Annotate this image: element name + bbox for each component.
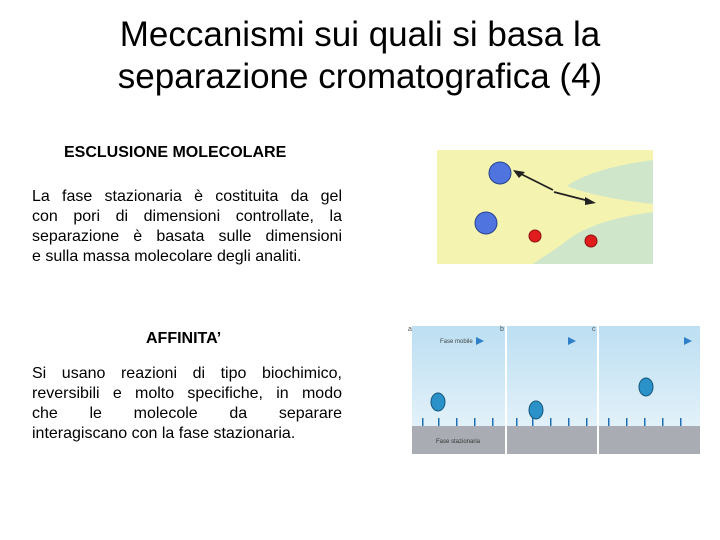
panel-label-c: c <box>592 326 596 333</box>
size-exclusion-diagram <box>437 150 653 264</box>
panel-label-b: b <box>500 326 504 333</box>
affinity-paragraph <box>32 364 342 444</box>
exclusion-line-3: separazione è basata sulle dimensioni <box>32 228 342 245</box>
exclusion-line-2: con pori di dimensioni controllate, la <box>32 208 342 225</box>
exclusion-line-4: e sulla massa molecolare degli analiti. <box>32 248 302 265</box>
small-molecule-1 <box>529 230 541 242</box>
affinity-line-1: Si usano reazioni di tipo biochimico, <box>32 365 342 382</box>
affinity-diagram <box>408 322 704 458</box>
panel-label-a: a <box>408 326 412 333</box>
affinity-line-3: che le molecole da separare <box>32 405 342 422</box>
large-molecule-2 <box>475 212 497 234</box>
exclusion-heading: ESCLUSIONE MOLECOLARE <box>64 144 287 161</box>
slide-title <box>60 14 660 98</box>
slide-title-line-2: separazione cromatografica (4) <box>117 57 603 96</box>
analyte-c <box>639 378 653 396</box>
small-molecule-2 <box>585 235 597 247</box>
analyte-b <box>529 401 543 419</box>
affinity-heading: AFFINITA’ <box>146 330 222 347</box>
slide-title-line-1: Meccanismi sui quali si basa la <box>119 15 601 54</box>
exclusion-paragraph <box>32 187 342 267</box>
affinity-line-2: reversibili e molto specifiche, in modo <box>32 385 342 402</box>
mobile-phase-label: Fase mobile <box>440 339 473 345</box>
exclusion-line-1: La fase stazionaria è costituita da gel <box>32 188 342 205</box>
large-molecule-1 <box>489 162 511 184</box>
stationary-phase-label: Fase stazionaria <box>436 439 481 445</box>
affinity-line-4: interagiscano con la fase stazionaria. <box>32 425 296 442</box>
analyte-a <box>431 393 445 411</box>
